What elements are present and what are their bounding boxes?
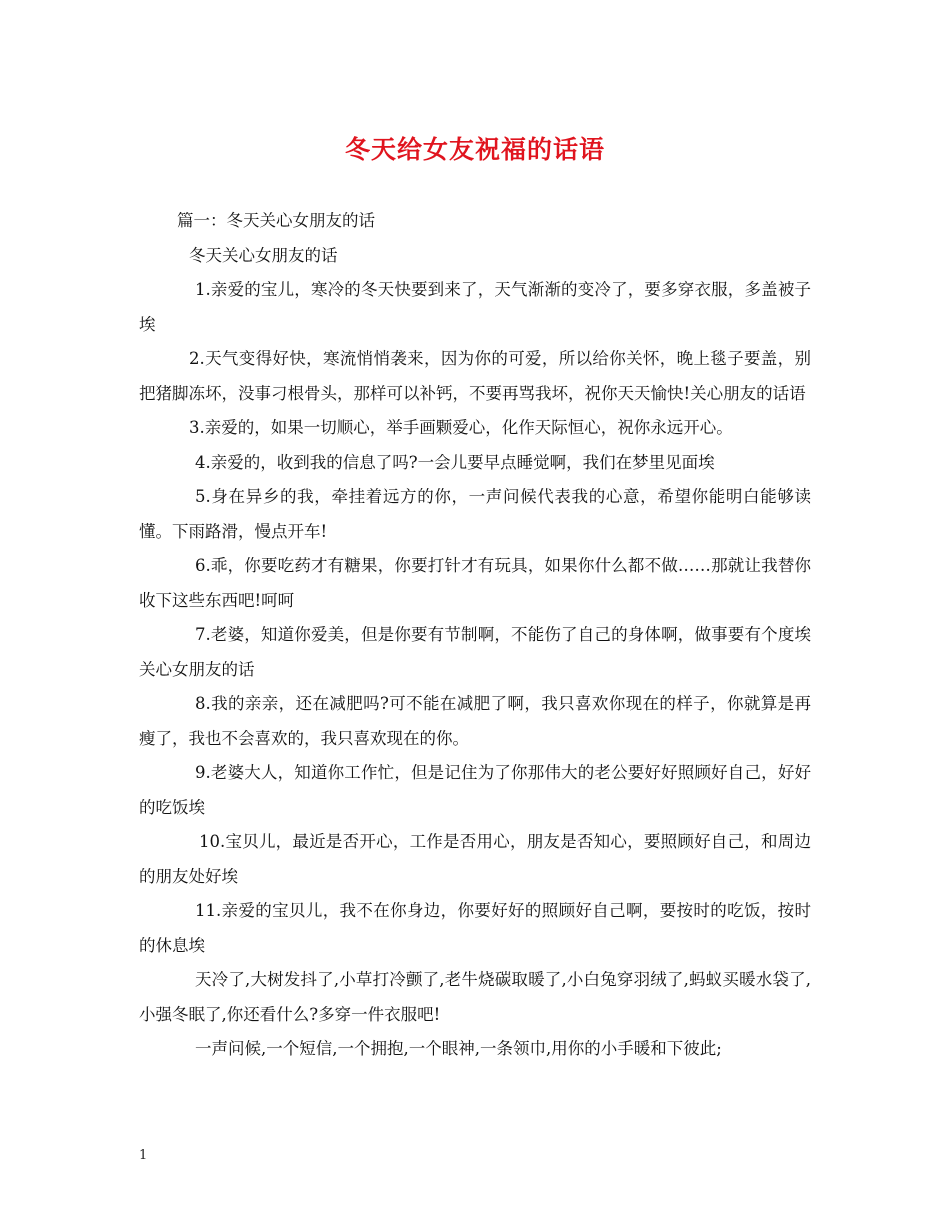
section-heading: 篇一：冬天关心女朋友的话 [177,211,375,230]
paragraph: 1.亲爱的宝儿，寒冷的冬天快要到来了，天气渐渐的变冷了，要多穿衣服，多盖被子埃 [139,280,811,334]
paragraph: 8.我的亲亲，还在减肥吗?可不能在减肥了啊，我只喜欢你现在的样子，你就算是再瘦了，我也不会喜欢的，我只喜欢现在的你。 [139,694,811,748]
paragraph: 6.乖，你要吃药才有糖果，你要打针才有玩具，如果你什么都不做……那就让我替你收下这些东西吧!呵呵 [139,556,811,610]
document-body [139,204,811,1067]
paragraph: 天冷了,大树发抖了,小草打冷颤了,老牛烧碳取暖了,小白兔穿羽绒了,蚂蚁买暖水袋了,小强冬眠了,你还看什么?多穿一件衣服吧! [139,970,811,1024]
paragraph: 11.亲爱的宝贝儿，我不在你身边，你要好好的照顾好自己啊，要按时的吃饭，按时的休息埃 [139,901,811,955]
paragraph: 3.亲爱的，如果一切顺心，举手画颗爱心，化作天际恒心，祝你永远开心。 [189,418,733,437]
paragraph: 一声问候,一个短信,一个拥抱,一个眼神,一条领巾,用你的小手暖和下彼此; [195,1039,722,1058]
paragraph: 2.天气变得好快，寒流悄悄袭来，因为你的可爱，所以给你关怀，晚上毯子要盖，别把猪脚冻坏，没事刁根骨头，那样可以补钙，不要再骂我坏，祝你天天愉快!关心朋友的话语 [139,349,811,403]
paragraph: 10.宝贝儿，最近是否开心，工作是否用心，朋友是否知心，要照顾好自己，和周边的朋友处好埃 [139,832,811,886]
paragraph: 4.亲爱的，收到我的信息了吗?一会儿要早点睡觉啊，我们在梦里见面埃 [195,452,715,472]
paragraph: 5.身在异乡的我，牵挂着远方的你，一声问候代表我的心意，希望你能明白能够读懂。下雨路滑，慢点开车! [139,487,811,541]
page-number: 1 [139,1148,148,1163]
document-title: 冬天给女友祝福的话语 [344,135,605,164]
subheading: 冬天关心女朋友的话 [189,245,338,265]
paragraph: 9.老婆大人，知道你工作忙，但是记住为了你那伟大的老公要好好照顾好自己，好好的吃饭埃 [139,763,811,817]
paragraph: 7.老婆，知道你爱美，但是你要有节制啊，不能伤了自己的身体啊，做事要有个度埃关心女朋友的话 [139,625,811,679]
